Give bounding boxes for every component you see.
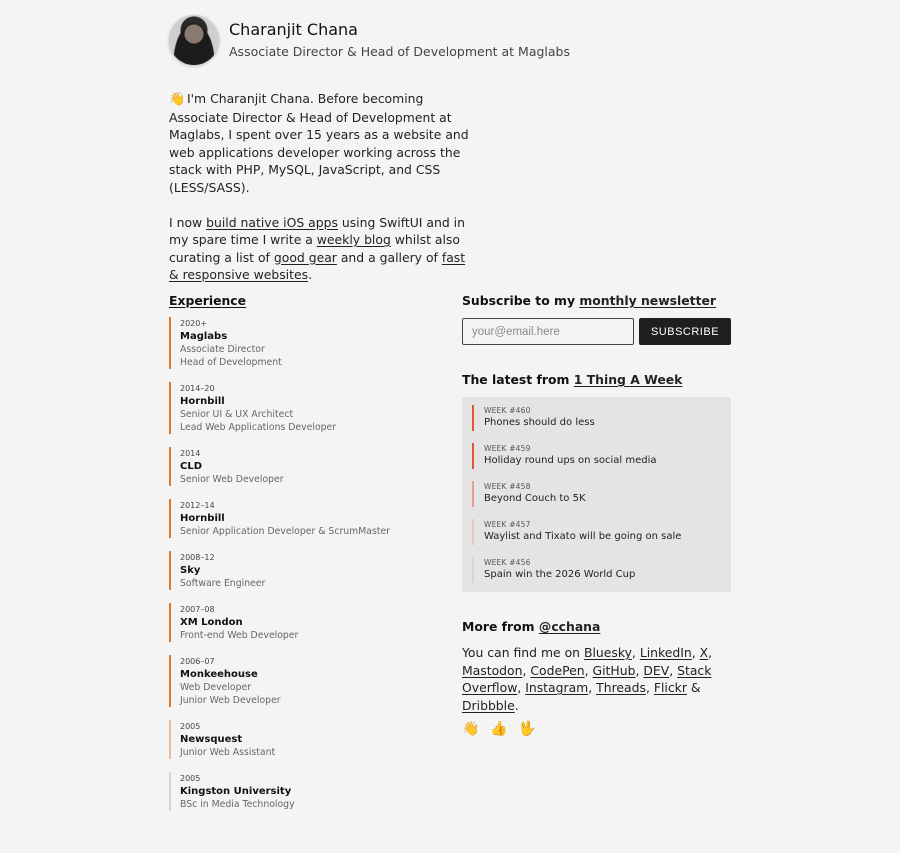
latest-post-item[interactable] xyxy=(472,481,731,507)
experience-item xyxy=(169,720,449,759)
email-field[interactable] xyxy=(462,318,634,345)
separator: , xyxy=(517,680,526,695)
profile-role: Associate Director & Head of Development at Maglabs xyxy=(229,44,570,59)
subscribe-heading-text: Subscribe to my xyxy=(462,293,580,308)
vulcan-salute-icon[interactable]: 🖖 xyxy=(518,721,536,737)
latest-heading-text: The latest from xyxy=(462,372,574,387)
experience-role: Head of Development xyxy=(180,357,282,368)
fast-websites-link[interactable]: fast & responsive websites xyxy=(169,249,466,282)
social-link-dribbble[interactable]: Dribbble xyxy=(462,697,515,713)
social-link-bluesky[interactable]: Bluesky xyxy=(583,645,632,660)
separator: , xyxy=(669,662,678,678)
social-link-linkedin[interactable]: LinkedIn xyxy=(639,645,692,660)
experience-role: Senior Web Developer xyxy=(180,474,284,485)
experience-role: Front-end Web Developer xyxy=(180,630,299,641)
experience-company: Newsquest xyxy=(180,734,243,745)
social-link-mastodon[interactable]: Mastodon xyxy=(462,662,523,678)
experience-date: 2020+ xyxy=(180,319,208,328)
experience-role: Junior Web Developer xyxy=(180,695,281,706)
social-link-x[interactable]: X xyxy=(699,645,709,660)
experience-company: XM London xyxy=(180,617,243,628)
experience-item xyxy=(169,447,449,486)
experience-company: Hornbill xyxy=(180,396,225,407)
social-link-instagram[interactable]: Instagram xyxy=(525,680,589,695)
week-number: WEEK #457 xyxy=(484,520,531,529)
separator: , xyxy=(584,662,593,678)
subscribe-button[interactable]: SUBSCRIBE xyxy=(639,318,731,345)
experience-date: 2014–20 xyxy=(180,384,215,393)
experience-item xyxy=(169,551,449,590)
intro-paragraph-2 xyxy=(169,214,469,284)
intro-text: I now xyxy=(169,214,207,230)
intro-text: whilst also curating a list of xyxy=(169,232,460,265)
experience-role: Software Engineer xyxy=(180,578,266,589)
experience-role: Senior UI & UX Architect xyxy=(180,409,294,420)
experience-role: Lead Web Applications Developer xyxy=(180,422,337,433)
social-link-codepen[interactable]: CodePen xyxy=(530,662,585,678)
experience-role: BSc in Media Technology xyxy=(180,799,295,810)
experience-company: Hornbill xyxy=(180,513,225,524)
separator: , xyxy=(631,645,640,660)
experience-date: 2006–07 xyxy=(180,657,215,666)
experience-company: CLD xyxy=(180,461,203,472)
latest-heading xyxy=(462,372,682,387)
post-title[interactable]: Holiday round ups on social media xyxy=(484,455,657,466)
experience-date: 2005 xyxy=(180,774,201,783)
experience-role: Senior Application Developer & ScrumMaster xyxy=(180,526,390,537)
intro-text: . xyxy=(308,267,313,282)
subscribe-heading xyxy=(462,293,716,308)
latest-post-item[interactable] xyxy=(472,443,731,469)
social-link-threads[interactable]: Threads xyxy=(596,680,646,695)
more-heading-text: More from xyxy=(462,619,539,634)
intro-text: and a gallery of xyxy=(336,249,442,265)
post-title[interactable]: Waylist and Tixato will be going on sale xyxy=(484,531,682,542)
good-gear-link[interactable]: good gear xyxy=(273,249,337,265)
experience-heading-link[interactable]: Experience xyxy=(169,293,247,308)
post-title[interactable]: Spain win the 2026 World Cup xyxy=(484,569,636,580)
separator: , xyxy=(645,680,654,695)
waving-hand-icon[interactable]: 👋 xyxy=(462,721,480,737)
social-intro-text: You can find me on xyxy=(462,645,584,660)
thumbs-up-icon[interactable]: 👍 xyxy=(490,721,508,737)
experience-date: 2007–08 xyxy=(180,605,215,614)
experience-company: Kingston University xyxy=(180,786,292,797)
separator: , xyxy=(708,645,713,660)
avatar xyxy=(169,15,219,65)
week-number: WEEK #459 xyxy=(484,444,531,453)
post-title[interactable]: Beyond Couch to 5K xyxy=(484,493,586,504)
experience-date: 2005 xyxy=(180,722,201,731)
experience-item xyxy=(169,655,449,707)
intro-text: using SwiftUI and in my spare time I write a xyxy=(169,214,465,247)
cchana-link[interactable]: @cchana xyxy=(538,619,601,634)
separator: & xyxy=(686,680,701,695)
one-thing-a-week-link[interactable]: 1 Thing A Week xyxy=(573,372,683,387)
latest-post-item[interactable] xyxy=(472,405,731,431)
separator: , xyxy=(522,662,531,678)
experience-item xyxy=(169,772,449,811)
hand-icons-row xyxy=(462,720,535,740)
separator: , xyxy=(691,645,700,660)
post-title[interactable]: Phones should do less xyxy=(484,417,595,428)
profile-name: Charanjit Chana xyxy=(229,20,358,39)
profile-header xyxy=(169,15,729,67)
latest-post-item[interactable] xyxy=(472,557,731,583)
intro-section xyxy=(169,90,469,284)
separator: , xyxy=(588,680,597,695)
experience-role: Associate Director xyxy=(180,344,265,355)
newsletter-link[interactable]: monthly newsletter xyxy=(579,293,717,308)
social-link-github[interactable]: GitHub xyxy=(592,662,636,678)
weekly-blog-link[interactable]: weekly blog xyxy=(316,232,391,247)
social-links-text xyxy=(462,644,737,714)
week-number: WEEK #456 xyxy=(484,558,531,567)
experience-role: Web Developer xyxy=(180,682,252,693)
separator: . xyxy=(514,697,519,713)
more-heading xyxy=(462,619,600,634)
experience-role: Junior Web Assistant xyxy=(180,747,276,758)
experience-date: 2014 xyxy=(180,449,201,458)
separator: , xyxy=(635,662,644,678)
experience-company: Sky xyxy=(180,565,201,576)
week-number: WEEK #460 xyxy=(484,406,531,415)
experience-item xyxy=(169,499,449,538)
experience-list xyxy=(169,317,449,824)
experience-company: Maglabs xyxy=(180,331,228,342)
experience-item xyxy=(169,382,449,434)
social-link-stack-overflow[interactable]: Stack Overflow xyxy=(462,662,712,695)
experience-date: 2008–12 xyxy=(180,553,215,562)
intro-paragraph-1 xyxy=(169,90,469,196)
social-link-flickr[interactable]: Flickr xyxy=(653,680,687,695)
experience-date: 2012–14 xyxy=(180,501,215,510)
experience-item xyxy=(169,603,449,642)
experience-item xyxy=(169,317,449,369)
latest-post-item[interactable] xyxy=(472,519,731,545)
social-link-dev[interactable]: DEV xyxy=(643,662,670,678)
week-number: WEEK #458 xyxy=(484,482,531,491)
waving-hand-icon: 👋 xyxy=(169,92,186,107)
intro-text-1: I'm Charanjit Chana. Before becoming Associate Director & Head of Development at Maglabs, I spent over 15 years as a website and web applications developer working across the stack with PHP, MySQL, JavaScript, and CSS (LESS/SASS). xyxy=(169,91,469,195)
experience-company: Monkeehouse xyxy=(180,669,258,680)
latest-posts-panel xyxy=(462,397,731,592)
ios-apps-link[interactable]: build native iOS apps xyxy=(206,214,338,230)
